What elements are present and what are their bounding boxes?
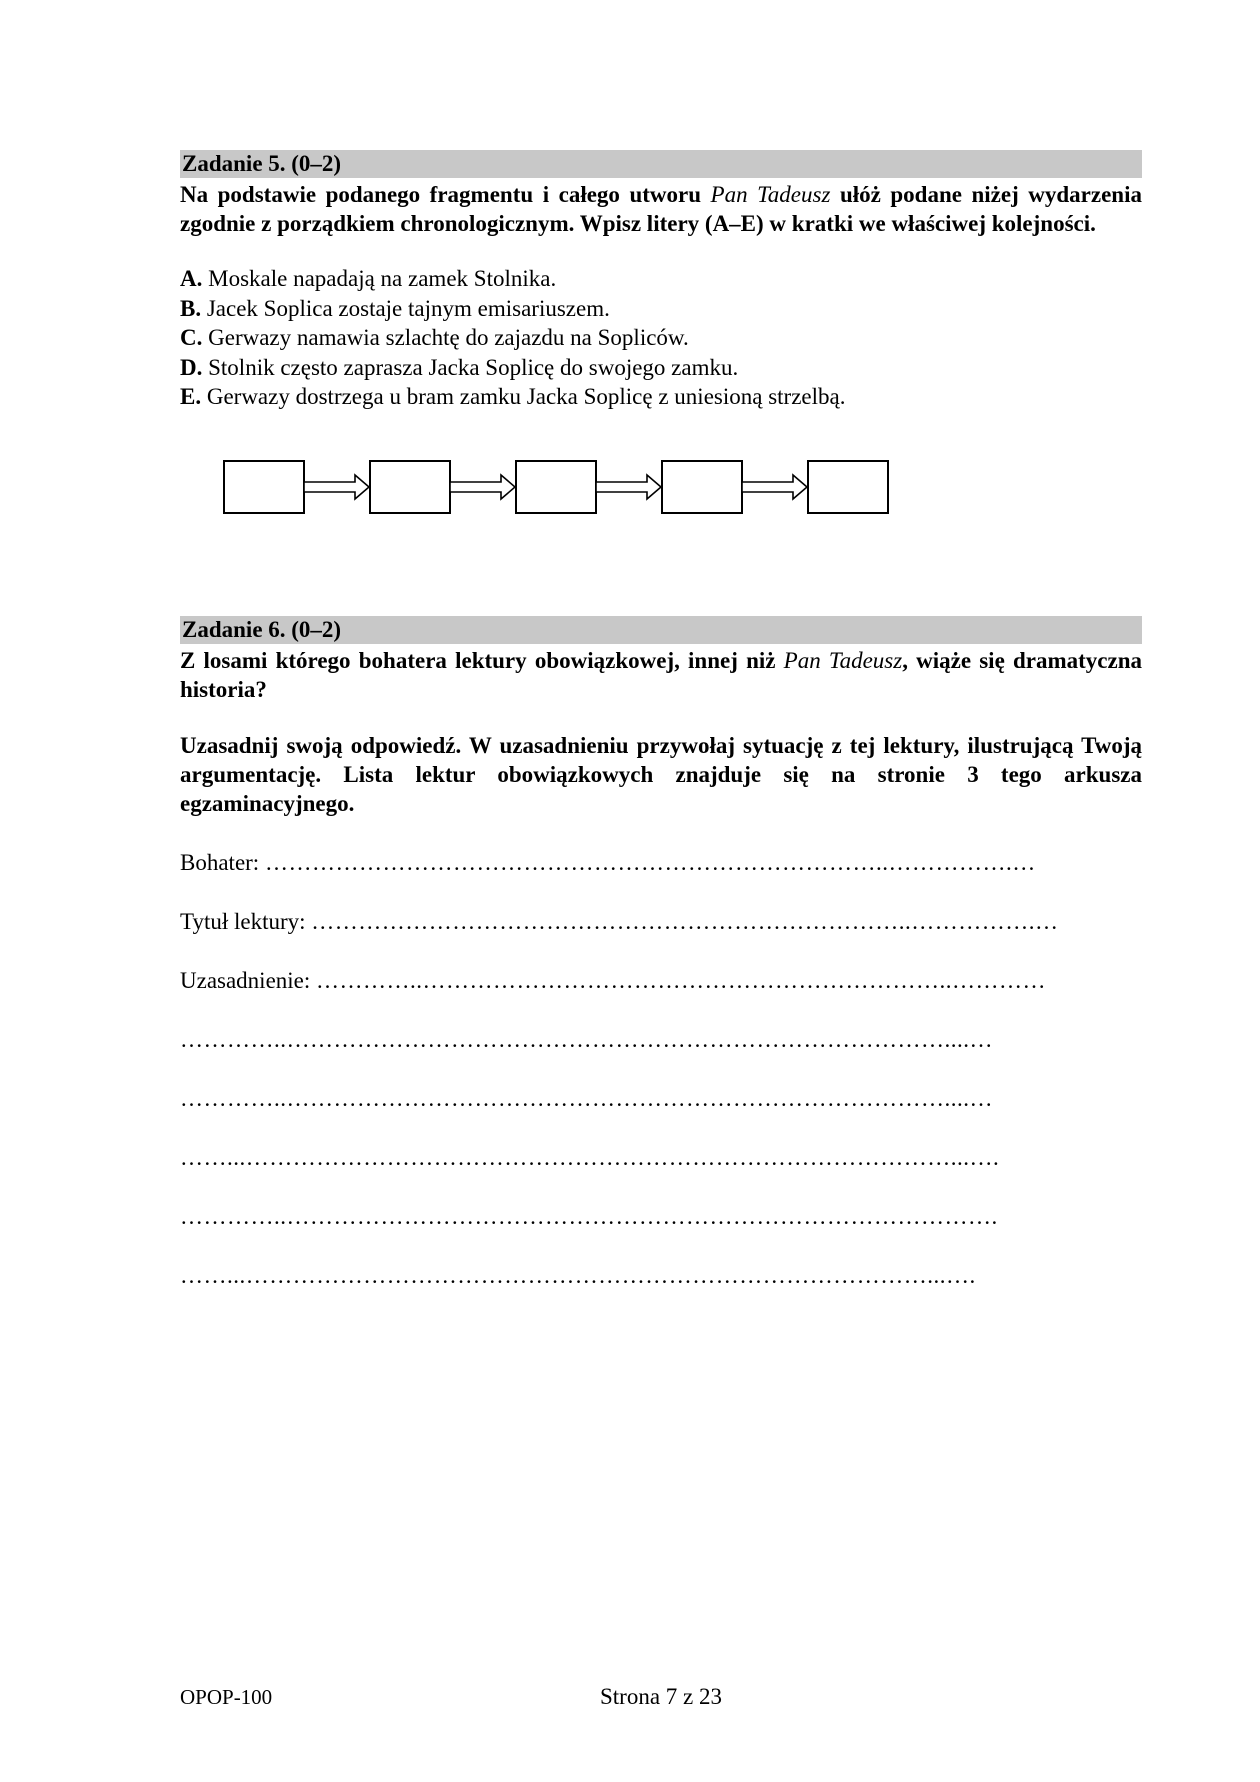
answer-box-1[interactable] (224, 461, 304, 513)
page-number: Strona 7 z 23 (599, 1684, 722, 1709)
option-d: D. Stolnik często zaprasza Jacka Soplicę do swojego zamku. (180, 354, 739, 380)
answer-line[interactable]: …………..…………………………………………………………………………....… (180, 1026, 993, 1052)
exam-code: OPOP-100 (180, 1685, 273, 1709)
answer-box-4[interactable] (662, 461, 742, 513)
answer-chain (223, 456, 1142, 516)
answer-line[interactable]: …………..………………………………………………………………………………. (180, 1203, 998, 1229)
hero-answer-line[interactable]: Bohater: ……………………………………………………………………..…………….… (180, 849, 1036, 875)
answer-line[interactable]: ……...……………………………………………………………………………...…. (180, 1262, 976, 1288)
arrow-icon (742, 475, 807, 499)
task-6-instruction: Uzasadnij swoją odpowiedź. W uzasadnieniu przywołaj sytuację z tej lektury, ilustrującą Twoją argumentację. Lista lektur obowiązkowych znajduje się na stronie 3 tego arkusza egzaminacyjnego. (180, 732, 1142, 816)
arrow-icon (450, 475, 515, 499)
answer-line[interactable]: …………..…………………………………………………………………………....… (180, 1085, 993, 1111)
page-footer (180, 1682, 1142, 1712)
option-b: B. Jacek Soplica zostaje tajnym emisariuszem. (180, 295, 610, 321)
arrow-icon (304, 475, 369, 499)
task-5-options (180, 264, 1142, 412)
task-6-question: Z losami którego bohatera lektury obowiązkowej, innej niż Pan Tadeusz, wiąże się dramatyczna historia? (180, 647, 1142, 702)
answer-box-3[interactable] (516, 461, 596, 513)
task-5-header: Zadanie 5. (0–2) (180, 150, 1142, 178)
page-content (180, 150, 1142, 1290)
answer-box-2[interactable] (370, 461, 450, 513)
task-5-question: Na podstawie podanego fragmentu i całego utworu Pan Tadeusz ułóż podane niżej wydarzenia zgodnie z porządkiem chronologicznym. Wpisz litery (A–E) w kratki we właściwej kolejności. (180, 182, 1142, 236)
arrow-icon (596, 475, 661, 499)
title-answer-line[interactable]: Tytuł lektury: …………………………………………………………………..…………….… (180, 908, 1059, 934)
task-6-header: Zadanie 6. (0–2) (180, 616, 1142, 644)
task-5 (180, 150, 1142, 516)
justification-answer-line[interactable]: Uzasadnienie: …………..…………………………………………………………..………… (180, 967, 1047, 993)
option-c: C. Gerwazy namawia szlachtę do zajazdu na Sopliców. (180, 325, 689, 350)
answer-box-5[interactable] (808, 461, 888, 513)
answer-line[interactable]: ……...………………………………………………………………………………...…. (180, 1144, 1000, 1170)
task-6 (180, 616, 1142, 1290)
option-e: E. Gerwazy dostrzega u bram zamku Jacka Soplicę z uniesioną strzelbą. (180, 384, 846, 409)
option-a: A. Moskale napadają na zamek Stolnika. (180, 266, 557, 291)
